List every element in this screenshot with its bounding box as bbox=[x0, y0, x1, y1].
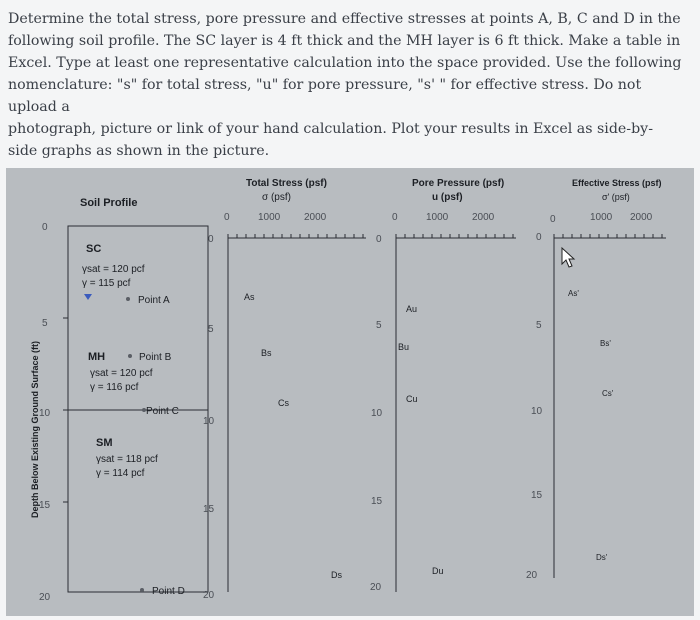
profile-depth-tick-20: 20 bbox=[39, 592, 51, 603]
total-stress-y-tick-10: 10 bbox=[203, 416, 215, 427]
pore-pressure-y-tick-0: 0 bbox=[376, 234, 382, 245]
pore-pressure-point-c: Cu bbox=[406, 394, 418, 404]
cursor-icon bbox=[562, 248, 574, 267]
figure-canvas bbox=[6, 168, 694, 616]
pore-pressure-point-b: Bu bbox=[398, 342, 410, 352]
layer-mh-gamma-sat: γsat = 120 pcf bbox=[90, 368, 153, 379]
profile-depth-tick-5: 5 bbox=[42, 318, 48, 329]
effective-stress-point-c: Cs' bbox=[602, 389, 614, 398]
pore-pressure-subtitle: u (psf) bbox=[432, 192, 463, 203]
total-stress-x-tick-2000: 2000 bbox=[304, 212, 327, 223]
effective-stress-title: Effective Stress (psf) bbox=[572, 178, 662, 188]
water-table-icon bbox=[84, 294, 92, 300]
effective-stress-point-b: Bs' bbox=[600, 339, 611, 348]
profile-depth-tick-15: 15 bbox=[39, 500, 51, 511]
pore-pressure-title: Pore Pressure (psf) bbox=[412, 178, 505, 189]
effective-stress-point-a: As' bbox=[568, 289, 579, 298]
pore-pressure-x-tick-0: 0 bbox=[392, 212, 398, 223]
effective-stress-x-tick-2000: 2000 bbox=[630, 212, 653, 223]
layer-sc-gamma: γ = 115 pcf bbox=[82, 278, 131, 289]
profile-title: Soil Profile bbox=[80, 197, 138, 209]
question-line-1: Determine the total stress, pore pressure and effective stresses at points A, B, C and D in the bbox=[8, 11, 681, 27]
pore-pressure-x-tick-1000: 1000 bbox=[426, 212, 449, 223]
total-stress-point-a: As bbox=[244, 292, 255, 302]
layer-sc-gamma-sat: γsat = 120 pcf bbox=[82, 264, 145, 275]
pore-pressure-y-tick-5: 5 bbox=[376, 320, 382, 331]
soil-profile-figure bbox=[6, 168, 694, 616]
layer-sm-gamma: γ = 114 pcf bbox=[96, 468, 145, 479]
point-d-marker bbox=[140, 588, 144, 592]
profile-depth-tick-10: 10 bbox=[39, 408, 51, 419]
total-stress-x-tick-1000: 1000 bbox=[258, 212, 281, 223]
question-line-4: nomenclature: "s" for total stress, "u" for pore pressure, "s' " for effective stress. Do not upload a bbox=[8, 77, 642, 115]
pore-pressure-x-tick-2000: 2000 bbox=[472, 212, 495, 223]
pore-pressure-y-tick-10: 10 bbox=[371, 408, 383, 419]
question-line-3: Excel. Type at least one representative calculation into the space provided. Use the following bbox=[8, 55, 682, 71]
pore-pressure-point-d: Du bbox=[432, 566, 444, 576]
question-text bbox=[8, 8, 692, 162]
effective-stress-y-tick-0: 0 bbox=[536, 232, 542, 243]
pore-pressure-y-tick-15: 15 bbox=[371, 496, 383, 507]
effective-stress-subtitle: σ' (psf) bbox=[602, 192, 630, 202]
layer-mh-name: MH bbox=[88, 351, 106, 363]
effective-stress-x-tick-0: 0 bbox=[550, 214, 556, 225]
depth-axis-label: Depth Below Existing Ground Surface (ft) bbox=[30, 340, 40, 518]
effective-stress-y-tick-15: 15 bbox=[531, 490, 543, 501]
question-line-2: following soil profile. The SC layer is 4 ft thick and the MH layer is 6 ft thick. Make a table in bbox=[8, 33, 681, 49]
point-a-marker bbox=[126, 297, 130, 301]
point-a-label: Point A bbox=[138, 295, 170, 306]
pore-pressure-y-tick-20: 20 bbox=[370, 582, 382, 593]
effective-stress-x-tick-1000: 1000 bbox=[590, 212, 613, 223]
total-stress-subtitle: σ (psf) bbox=[262, 192, 291, 203]
layer-sm-name: SM bbox=[96, 437, 113, 449]
total-stress-point-d: Ds bbox=[331, 570, 342, 580]
pore-pressure-point-a: Au bbox=[406, 304, 418, 314]
question-line-6: side graphs as shown in the picture. bbox=[8, 143, 270, 159]
effective-stress-y-tick-10: 10 bbox=[531, 406, 543, 417]
effective-stress-y-tick-20: 20 bbox=[526, 570, 538, 581]
total-stress-x-tick-0: 0 bbox=[224, 212, 230, 223]
profile-depth-tick-0: 0 bbox=[42, 222, 48, 233]
total-stress-y-tick-20: 20 bbox=[203, 590, 215, 601]
layer-sc-name: SC bbox=[86, 243, 102, 255]
total-stress-title: Total Stress (psf) bbox=[246, 178, 327, 189]
effective-stress-y-tick-5: 5 bbox=[536, 320, 542, 331]
layer-sm-gamma-sat: γsat = 118 pcf bbox=[96, 454, 158, 465]
question-line-5: photograph, picture or link of your hand calculation. Plot your results in Excel as side-by- bbox=[8, 121, 653, 137]
layer-mh-gamma: γ = 116 pcf bbox=[90, 382, 139, 393]
point-c-label: Point C bbox=[146, 406, 179, 417]
total-stress-point-b: Bs bbox=[261, 348, 272, 358]
total-stress-y-tick-5: 5 bbox=[208, 324, 214, 335]
point-b-label: Point B bbox=[139, 352, 172, 363]
total-stress-y-tick-0: 0 bbox=[208, 234, 214, 245]
point-b-marker bbox=[128, 354, 132, 358]
total-stress-point-c: Cs bbox=[278, 398, 289, 408]
effective-stress-point-d: Ds' bbox=[596, 553, 608, 562]
point-d-label: Point D bbox=[152, 586, 185, 597]
total-stress-y-tick-15: 15 bbox=[203, 504, 215, 515]
